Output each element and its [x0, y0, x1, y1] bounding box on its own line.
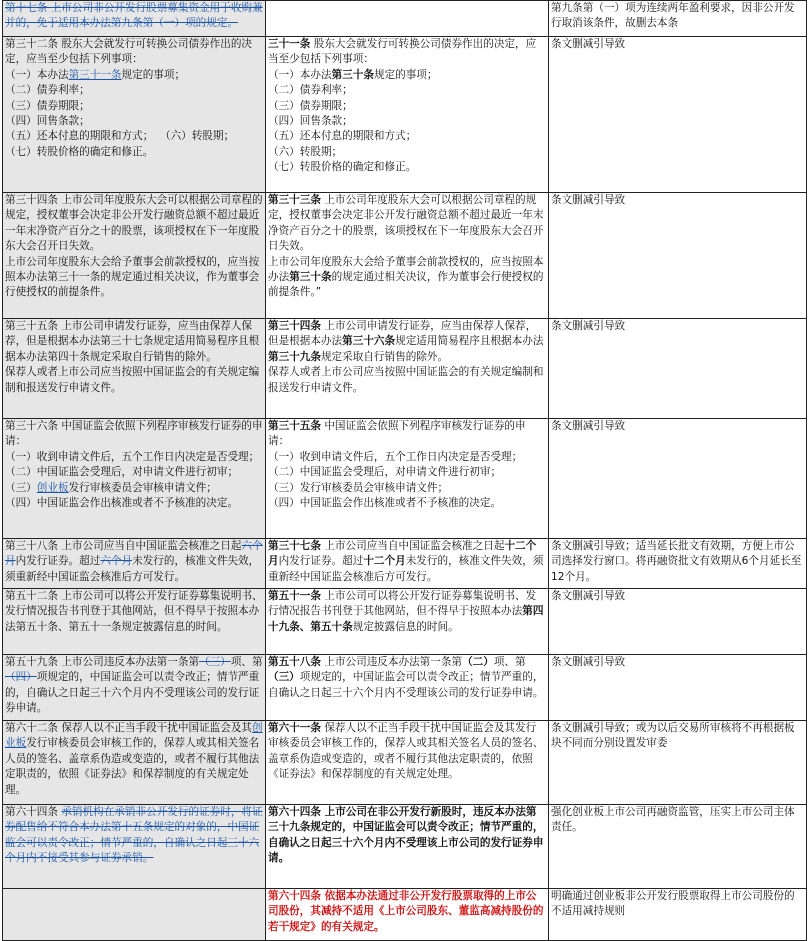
note-cell [549, 1, 807, 37]
body-text: 上市公司年度股东大会给予董事会前款授权的，应当按照本办法第三十一条的规定通过相关决议，作为董事会行使授权的前提条件。 [5, 255, 260, 299]
changed-ref-text: 第三十一条 [68, 68, 122, 81]
body-text: 内发行证券。超过 [15, 555, 101, 568]
note-cell [549, 419, 807, 539]
deleted-text: 承销机构在承销非公开发行的证券时，将证券配售给不符合本办法第十五条规定的对象的，中国证监会可以责令改正；情节严重的，自确认之日起三十六个月内不接受其参与证券承销。 [5, 806, 263, 865]
original-article-cell [3, 721, 266, 805]
note-text: 条文删减引导致 [551, 194, 626, 206]
item-line: （五）还本付息的期限和方式； [268, 130, 417, 143]
body-text [268, 193, 546, 255]
note-cell [549, 805, 807, 889]
revised-article-cell [266, 37, 549, 193]
item-text: （三） [5, 481, 37, 494]
body-text [268, 319, 546, 365]
original-article-cell [3, 655, 266, 721]
deleted-text: （四） [5, 671, 37, 684]
item-line: （一）收到申请文件后，五个工作日内决定是否受理； [268, 450, 523, 463]
article-number: 第六十一条 [268, 722, 321, 734]
revised-article-cell [266, 419, 549, 539]
note-text: 明确通过创业板非公开发行股票取得上市公司股份的不适用减持规则 [551, 890, 795, 918]
changed-ref-text: （三） [268, 671, 300, 684]
body-text: 中国证监会依照下列程序审核发行证券的申请： [268, 420, 526, 448]
original-article-cell [3, 1, 266, 37]
body-text: 发行审核委员会审核工作的，保荐人或其相关签名人员的签名、盖章系伪造或变造的，或者不履行其他法定职责的，依照《证券法》和保荐制度的有关规定处理。 [5, 737, 260, 796]
item-line: （一）收到申请文件后，五个工作日内决定是否受理； [5, 450, 260, 463]
body-text: 保荐人以不正当手段干扰中国证监会及其发行审核委员会审核工作的，保荐人或其相关签名人员的签名、盖章系伪造或变造的，或者不履行其他法定职责的，依照《证券法》和保荐制度的有关规定处理。 [268, 722, 544, 781]
body-text: 未发行的，核准文件失效，须重新经中国证监会核准后方可发行。 [268, 555, 544, 583]
body-text: 规定披露信息的时间。 [352, 620, 459, 633]
item-line: （四）中国证监会作出核准或者不予核准的决定。 [5, 497, 239, 510]
comparison-document [2, 0, 808, 933]
body-text: 未发行的，核准文件失效，须重新经中国证监会核准后方可发行。 [5, 555, 260, 583]
article-number: 第三十七条 [268, 540, 321, 552]
table-row [3, 655, 807, 721]
body-text: 第五十九条 上市公司违反本办法第一条第 [5, 656, 200, 668]
deleted-text: 六个月 [100, 555, 133, 568]
item-line: （六）转股期； [268, 145, 343, 158]
new-article-text: 第六十四条 依据本办法通过非公开发行股票取得的上市公司股份，其减持不适用《上市公司股东、董监高减持股份的若干规定》的有关规定。 [268, 890, 544, 933]
note-text: 条文删减引导致 [551, 320, 626, 332]
article-heading-text: 第三十二条 股东大会就发行可转换公司债券作出的决定，应当至少包括下列事项： [5, 38, 253, 66]
article-heading-text [268, 37, 546, 68]
item-line: （三）债券期限； [5, 99, 90, 112]
note-text: 条文删减引导致 [551, 420, 626, 432]
body-text: 的规定通过相关决议，作为董事会行使授权的前提条件。” [268, 271, 544, 299]
revised-article-cell [266, 721, 549, 805]
revised-article-cell [266, 319, 549, 419]
revised-article-cell [266, 655, 549, 721]
body-text [268, 419, 546, 450]
body-text: 上市公司应当自中国证监会核准之日起 [320, 540, 505, 552]
article-comparison-table [2, 0, 807, 941]
item-line: （二）中国证监会受理后，对申请文件进行初审； [268, 466, 502, 479]
article-number: 三十一条 [268, 38, 311, 50]
table-row [3, 889, 807, 941]
table-row [3, 419, 807, 539]
body-text: 上市公司年度股东大会可以根据公司章程的规定，授权董事会决定非公开发行融资总额不超过最近一年末净资产百分之十的股票，该项授权在下一年度股东大会召开日失效。 [268, 194, 544, 253]
table-row [3, 319, 807, 419]
note-text: 条文删减引导致；适当延长批文有效期，方便上市公司选择发行窗口。将再融资批文有效期从6个月延长至12个月。 [551, 540, 802, 583]
note-cell [549, 655, 807, 721]
body-text: 上市公司可以将公开发行证券募集说明书、发行情况报告书刊登于其他网站，但不得早于按照本办法 [268, 590, 537, 618]
body-text: 第三十四条 上市公司年度股东大会可以根据公司章程的规定，授权董事会决定非公开发行融资总额不超过最近一年末净资产百分之十的股票，该项授权在下一年度股东大会召开日失效。 [5, 194, 263, 253]
article-number: 第三十四条 [268, 320, 321, 332]
deleted-text: 六个月 [5, 540, 263, 568]
changed-term-text: 十二个月 [363, 555, 406, 568]
changed-ref-text: 第三十条 [331, 68, 374, 81]
new-article-text: 第六十四条 上市公司在非公开发行新股时，违反本办法第三十九条规定的，中国证监会可以责令改正；情节严重的，自确认之日起三十六个月内不受理该上市公司的发行证券申请。 [268, 806, 544, 865]
body-text: 项规定的，中国证监会可以责令改正；情节严重的，自确认之日起三十六个月内不受理该公司的发行证券申请。 [268, 671, 544, 699]
item-line [5, 481, 263, 496]
changed-term-text: 创业板 [5, 722, 263, 750]
body-text: 第三十五条 上市公司申请发行证券，应当由保荐人保荐，但是根据本办法第三十七条规定适用简易程序且根据本办法第四十条规定采取自行销售的除外。 [5, 320, 260, 363]
note-text: 第九条第（一）项为连续两年盈利要求，因非公开发行取消该条件，故删去本条 [551, 2, 795, 30]
item-text: 规定的事项； [373, 68, 438, 81]
table-row [3, 193, 807, 319]
changed-ref-text: 第三十条 [289, 271, 332, 284]
body-text: 第五十二条 上市公司可以将公开发行证券募集说明书、发行情况报告书刊登于其他网站，但不得早于按照本办法第五十条、第五十一条规定披露信息的时间。 [5, 590, 263, 633]
body-text: 第六十四条 [5, 806, 62, 818]
revised-article-cell [266, 1, 549, 37]
table-row [3, 589, 807, 655]
article-number: 第五十一条 [268, 590, 321, 602]
item-text: 规定的事项； [121, 68, 186, 81]
revised-article-cell [266, 589, 549, 655]
table-row [3, 37, 807, 193]
item-line: （七）转股价格的确定和修正。 [5, 145, 154, 158]
body-text: 保荐人或者上市公司应当按照中国证监会的有关规定编制和报送发行申请文件。 [5, 366, 260, 394]
note-cell [549, 319, 807, 419]
body-text: 规定采取自行销售的除外。 [320, 350, 449, 363]
body-text: 规定适用简易程序且根据本办法 [395, 335, 544, 348]
revised-article-cell [266, 193, 549, 319]
body-text: 内发行证券。超过 [278, 555, 364, 568]
item-text: （一）本办法 [268, 68, 332, 81]
body-text [268, 255, 546, 301]
note-cell [549, 193, 807, 319]
note-text: 条文删减引导致；或为以后交易所审核将不再根据板块不同而分别设置发审委 [551, 722, 795, 750]
item-line: （三）债券期限； [268, 99, 353, 112]
item-line [268, 68, 546, 83]
item-line: （四）回售条款； [5, 115, 90, 128]
body-text: 项规定的，中国证监会可以责令改正；情节严重的，自确认之日起三十六个月内不受理该公司的发行证券申请。 [5, 671, 260, 715]
original-article-cell [3, 889, 266, 941]
note-cell [549, 721, 807, 805]
changed-ref-text: 第四十九条、第五十条 [268, 605, 544, 633]
deleted-text: （三） [199, 656, 231, 668]
body-text: 上市公司申请发行证券，应当由保荐人保荐，但是根据本办法 [268, 320, 537, 348]
note-cell [549, 37, 807, 193]
note-cell [549, 539, 807, 589]
item-line: （二）中国证监会受理后，对申请文件进行初审； [5, 466, 239, 479]
article-number: 第三十五条 [268, 420, 321, 432]
item-text: 发行审核委员会审核申请文件； [68, 481, 217, 494]
body-text: 第三十六条 中国证监会依照下列程序审核发行证券的申请： [5, 420, 263, 448]
body-text: 保荐人或者上市公司应当按照中国证监会的有关规定编制和报送发行申请文件。 [268, 366, 544, 394]
body-text: 上市公司违反本办法第一条第 [320, 656, 463, 668]
revised-article-cell [266, 889, 549, 941]
body-text: 上市公司年度股东大会给予董事会前款授权的，应当按照本办法 [268, 255, 544, 284]
item-line [5, 68, 263, 83]
table-row [3, 805, 807, 889]
item-line: （五）还本付息的期限和方式； （六）转股期； [5, 130, 235, 143]
body-text: 第三十八条 上市公司应当自中国证监会核准之日起 [5, 540, 242, 552]
original-article-cell [3, 419, 266, 539]
note-text: 条文删减引导致 [551, 590, 626, 602]
original-article-cell [3, 319, 266, 419]
item-line: （二）债券利率； [268, 84, 353, 97]
body-text: 项、第 [493, 656, 526, 668]
original-article-cell [3, 805, 266, 889]
table-row [3, 1, 807, 37]
table-row [3, 539, 807, 589]
revised-article-cell [266, 805, 549, 889]
item-line: （四）中国证监会作出核准或者不予核准的决定。 [268, 497, 502, 510]
deleted-text: 第十七条 上市公司非公开发行股票募集资金用于收购兼并的，免于适用本办法第九条第（一）项的规定。 [5, 2, 263, 30]
item-line: （七）转股价格的确定和修正。 [268, 161, 417, 174]
changed-term-text: 十二个月 [268, 540, 537, 568]
changed-ref-text: （二） [462, 656, 494, 668]
body-text: 股东大会就发行可转换公司债券作出的决定，应当至少包括下列事项： [268, 38, 537, 66]
original-article-cell [3, 37, 266, 193]
article-number: 第三十三条 [268, 194, 321, 206]
changed-ref-text: 第三十六条 [342, 335, 396, 348]
item-line: （三）发行审核委员会审核申请文件； [268, 481, 449, 494]
item-line: （四）回售条款； [268, 115, 353, 128]
note-cell [549, 589, 807, 655]
note-text: 条文删减引导致 [551, 656, 626, 668]
changed-term-text: 创业板 [36, 481, 69, 494]
changed-ref-text: 第三十九条 [268, 350, 321, 363]
note-cell [549, 889, 807, 941]
article-number: 第五十八条 [268, 656, 321, 668]
table-row [3, 721, 807, 805]
original-article-cell [3, 539, 266, 589]
original-article-cell [3, 193, 266, 319]
body-text: 第六十二条 保荐人以不正当手段干扰中国证监会及其 [5, 722, 253, 734]
original-article-cell [3, 589, 266, 655]
note-text: 强化创业板上市公司再融资监管，压实上市公司主体责任。 [551, 806, 795, 834]
note-text: 条文删减引导致 [551, 38, 626, 50]
item-line: （二）债券利率； [5, 84, 90, 97]
revised-article-cell [266, 539, 549, 589]
item-text: （一）本办法 [5, 68, 69, 81]
body-text: 项、第 [230, 656, 263, 668]
